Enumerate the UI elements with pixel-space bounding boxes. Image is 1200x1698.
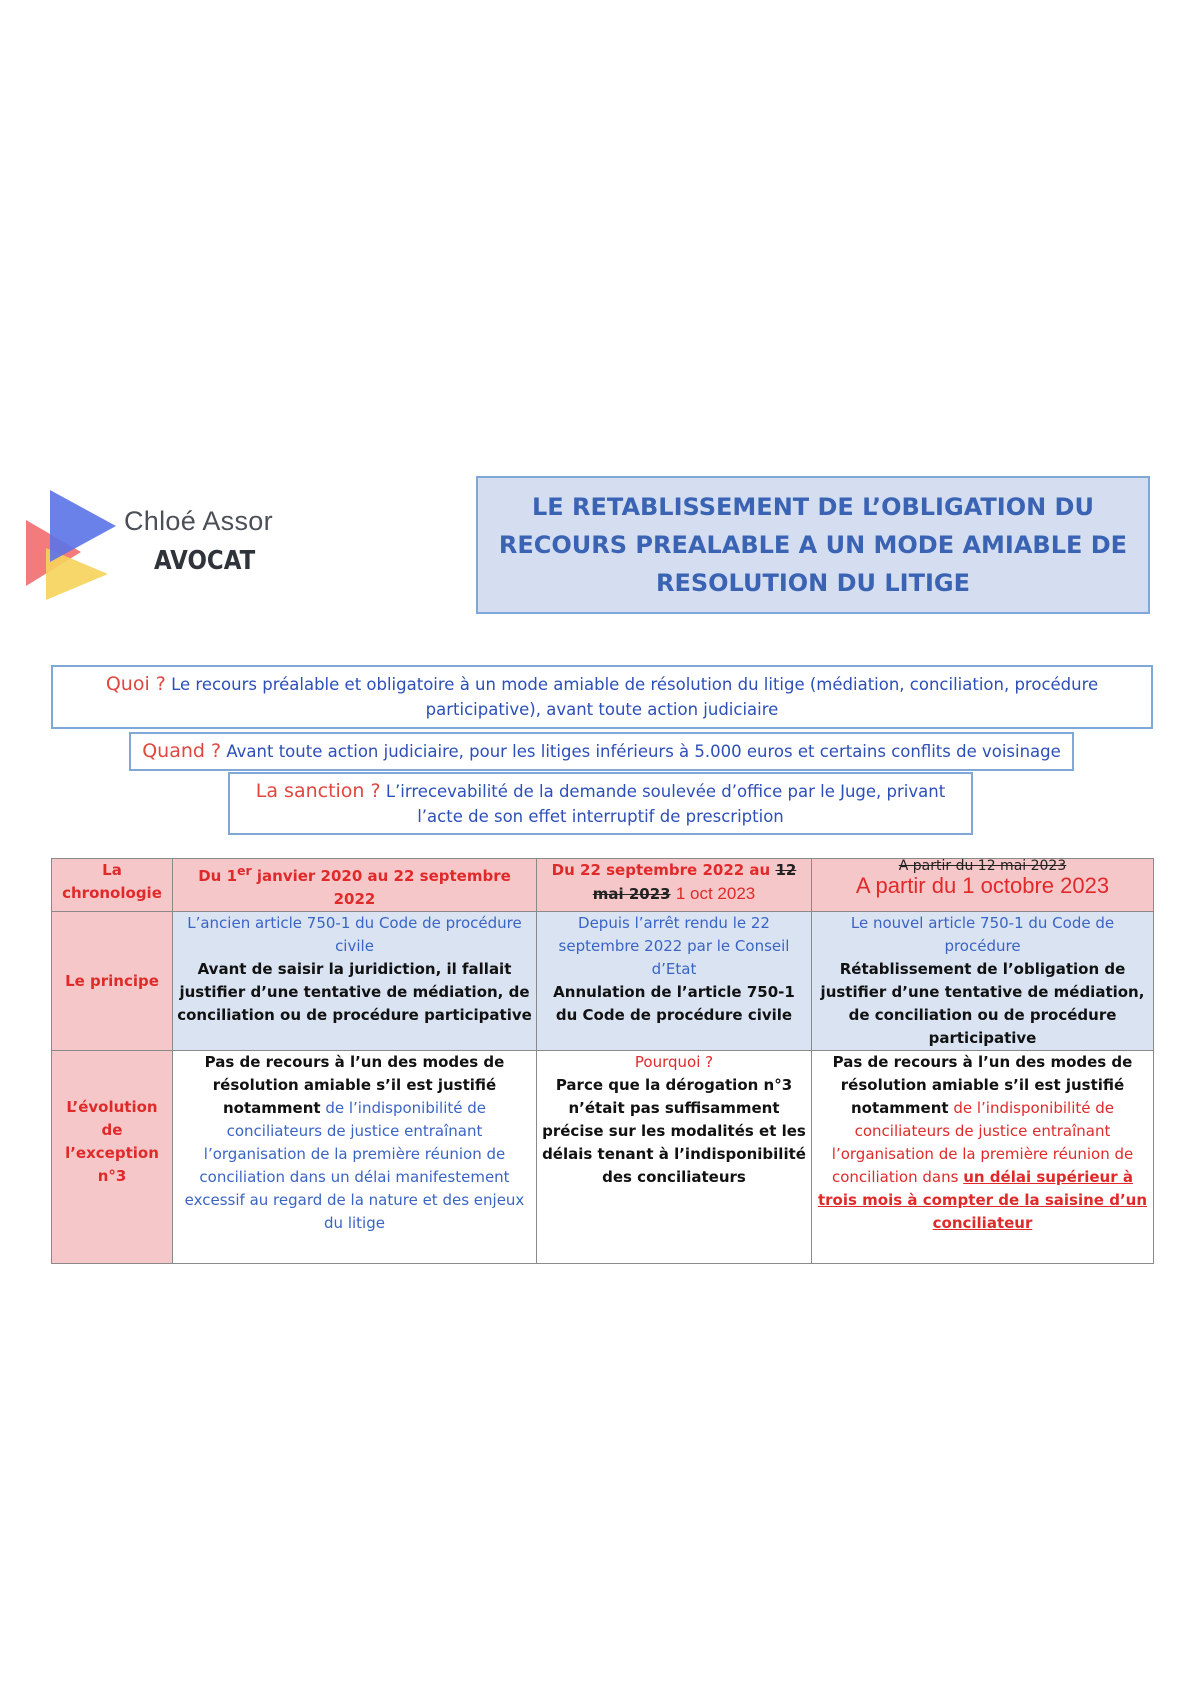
principle-col3: Le nouvel article 750-1 du Code de procédure Rétablissement de l’obligation de justifier d’une tentative de médiation, de conciliation ou de procédure participative bbox=[812, 912, 1154, 1051]
struck-date: A partir du 12 mai 2023 bbox=[898, 858, 1067, 874]
page-title: LE RETABLISSEMENT DE L’OBLIGATION DU RECOURS PREALABLE A UN MODE AMIABLE DE RESOLUTION DU LITIGE bbox=[498, 493, 1128, 597]
row-header-exception: L’évolution de l’exception n°3 bbox=[52, 1051, 173, 1264]
question-text: Avant toute action judiciaire, pour les litiges inférieurs à 5.000 euros et certains conflits de voisinage bbox=[226, 742, 1061, 761]
question-label: La sanction ? bbox=[255, 779, 381, 802]
logo bbox=[26, 490, 286, 600]
exception-col2: Pourquoi ? Parce que la dérogation n°3 n’était pas suffisamment précise sur les modalités et les délais tenant à l’indisponibilité des conciliateurs bbox=[537, 1051, 812, 1264]
principle-col2: Depuis l’arrêt rendu le 22 septembre 2022 par le Conseil d’Etat Annulation de l’article 750-1 du Code de procédure civile bbox=[537, 912, 812, 1051]
logo-name: Chloé Assor bbox=[124, 506, 273, 536]
chronology-col1: Du 1er janvier 2020 au 22 septembre 2022 bbox=[173, 859, 537, 912]
table-row bbox=[52, 1051, 1154, 1264]
chronology-col2: Du 22 septembre 2022 au 12 mai 2023 1 oct 2023 bbox=[537, 859, 812, 912]
chronology-col3 bbox=[812, 859, 1154, 912]
exception-col1: Pas de recours à l’un des modes de résolution amiable s’il est justifié notamment de l’indisponibilité de conciliateurs de justice entraînant l’organisation de la première réunion de conciliation dans un délai manifestement excessif au regard de la nature et des enjeux du litige bbox=[173, 1051, 537, 1264]
chronology-table bbox=[51, 858, 1154, 1264]
principle-col1: L’ancien article 750-1 du Code de procédure civile Avant de saisir la juridiction, il fallait justifier d’une tentative de médiation, de conciliation ou de procédure participative bbox=[173, 912, 537, 1051]
struck-date: 12 mai 2023 bbox=[592, 861, 797, 903]
logo-subtitle: AVOCAT bbox=[154, 546, 256, 576]
exception-col3: Pas de recours à l’un des modes de résolution amiable s’il est justifié notamment de l’indisponibilité de conciliateurs de justice entraînant l’organisation de la première réunion de conciliation dans un délai supérieur à trois mois à compter de la saisine d’un conciliateur bbox=[812, 1051, 1154, 1264]
question-label: Quoi ? bbox=[105, 673, 166, 695]
table-row bbox=[52, 859, 1154, 912]
row-header-principle: Le principe bbox=[52, 912, 173, 1051]
question-text: L’irrecevabilité de la demande soulevée d’office par le Juge, privant l’acte de son effet interruptif de prescription bbox=[385, 781, 946, 826]
question-sanction bbox=[228, 772, 973, 835]
new-date: 1 oct 2023 bbox=[675, 884, 756, 903]
row-header-chronology: La chronologie bbox=[52, 859, 173, 912]
question-label: Quand ? bbox=[142, 740, 222, 762]
table-row bbox=[52, 912, 1154, 1051]
new-date: A partir du 1 octobre 2023 bbox=[855, 873, 1110, 898]
question-text: Le recours préalable et obligatoire à un mode amiable de résolution du litige (médiation, conciliation, procédure participative), avant toute action judiciaire bbox=[171, 675, 1099, 719]
logo-play-icon bbox=[26, 490, 126, 600]
title-box bbox=[476, 476, 1150, 614]
question-quoi bbox=[51, 665, 1153, 729]
question-quand bbox=[129, 732, 1074, 771]
